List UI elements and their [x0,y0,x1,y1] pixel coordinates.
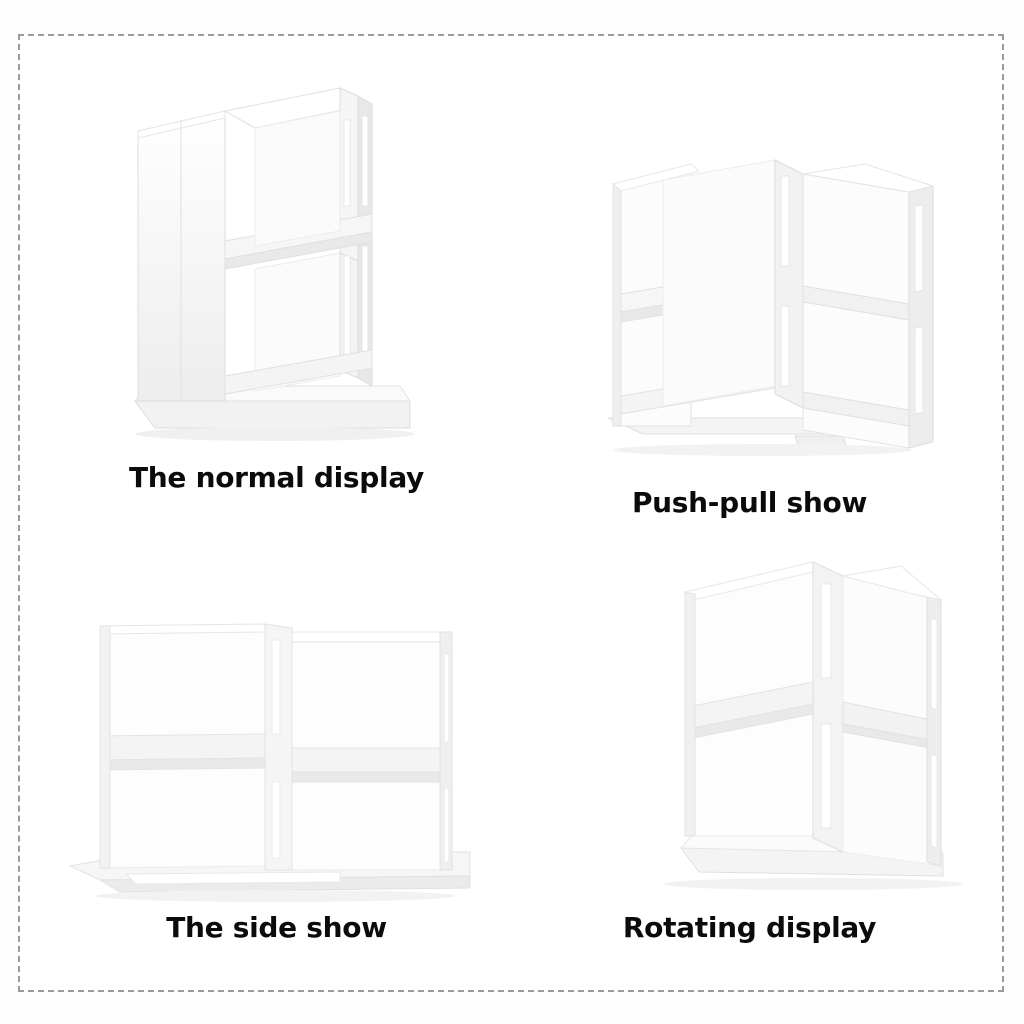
rack-side-illustration [40,536,513,906]
product-image-normal-display [40,56,513,526]
panel-normal-display [40,56,513,526]
panel-side-show [40,536,513,976]
rack-rotating-illustration [513,536,986,906]
caption-side-show: The side show [166,911,387,944]
panel-push-pull-show [513,56,986,526]
product-image-side-show [40,536,513,976]
panel-rotating-display [513,536,986,976]
caption-push-pull-show: Push-pull show [631,486,868,519]
dashed-border-frame [18,34,1004,992]
product-image-push-pull [513,56,986,526]
rack-pushpull-illustration [513,56,986,456]
rack-front-illustration [40,56,513,456]
caption-normal-display: The normal display [129,461,424,494]
caption-rotating-display: Rotating display [622,911,877,944]
product-image-rotating-display [513,536,986,976]
